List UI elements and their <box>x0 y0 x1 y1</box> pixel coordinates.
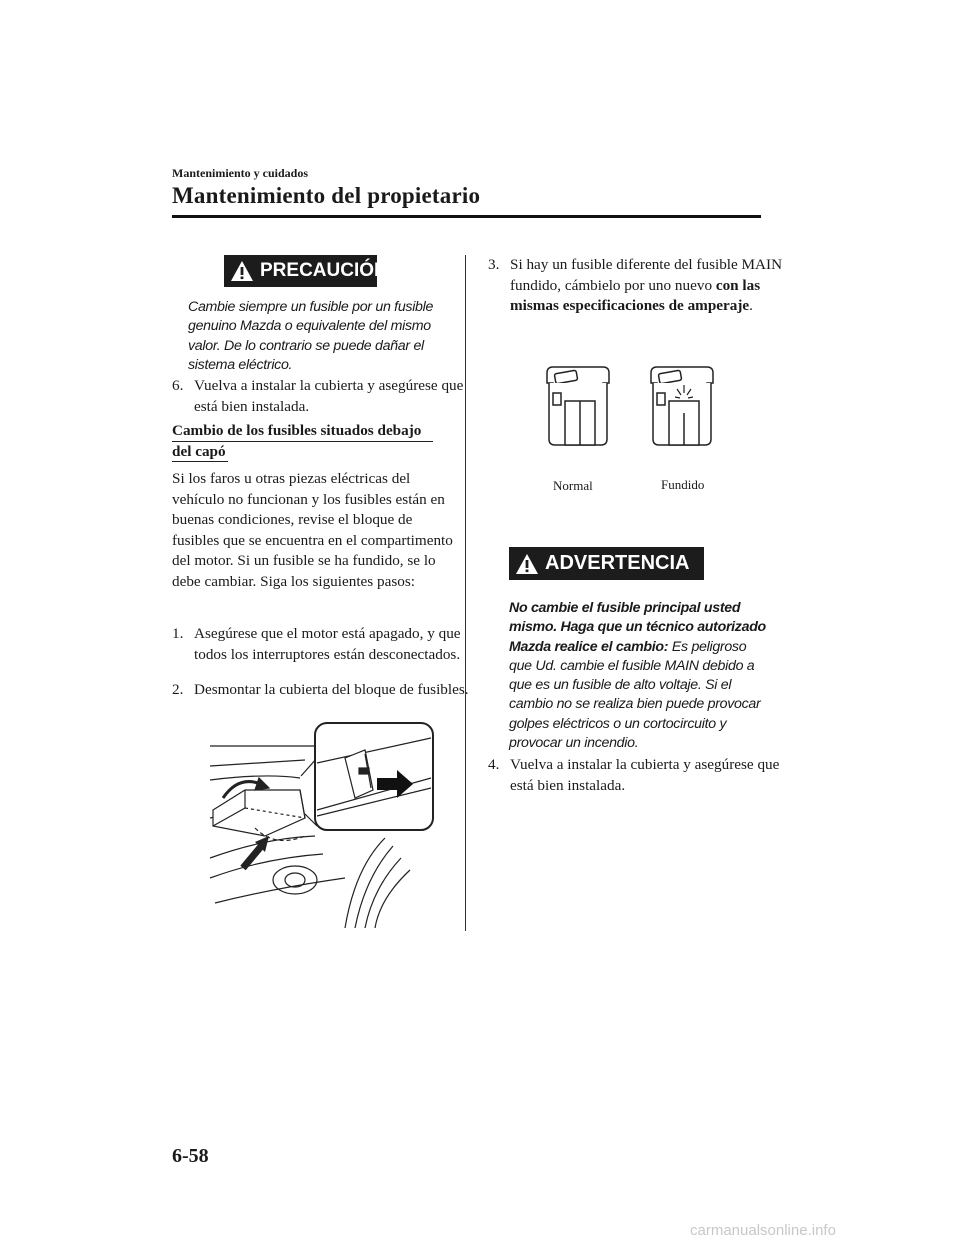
subheading-underline <box>172 441 433 442</box>
page-number: 6-58 <box>172 1145 209 1167</box>
warning-text <box>509 599 769 753</box>
step-text-end: . <box>749 297 753 314</box>
step-text: Si hay un fusible diferente del fusible MAIN fundido, cámbielo por uno nuevo <box>510 256 783 294</box>
step-6 <box>172 376 479 417</box>
subheading-underline <box>172 461 228 462</box>
step-text-bold: con las mismas especificaciones de amperaje <box>510 276 761 314</box>
step-text: Desmontar la cubierta del bloque de fusibles. <box>194 681 469 698</box>
caution-text: Cambie siempre un fusible por un fusible genuino Mazda o equivalente del mismo valor. De lo contrario se puede dañar el sistema eléctrico. <box>188 299 434 373</box>
warning-bold-text: No cambie el fusible principal usted mismo. Haga que un técnico autorizado Mazda realice el cambio: <box>509 600 766 655</box>
step-text: Asegúrese que el motor está apagado, y que todos los interruptores están desconectados. <box>194 625 461 663</box>
step-number: 3. <box>488 256 500 273</box>
warning-triangle-icon <box>230 260 254 282</box>
warning-body-text: Es peligroso que Ud. cambie el fusible MAIN debido a que es un fusible de alto voltaje. Si el cambio no se realiza bien puede provocar golpes eléctricos o un cortocircuito y provocar un incendio. <box>509 638 761 752</box>
fuse-block-cover-illustration <box>205 718 437 928</box>
page-title: Mantenimiento del propietario <box>172 183 481 208</box>
step-3 <box>488 255 785 317</box>
step-number: 6. <box>172 377 184 394</box>
step-1 <box>172 624 479 665</box>
step-2 <box>172 680 479 701</box>
header-rule <box>172 215 761 218</box>
fuse-blown-label: Fundido <box>661 477 705 492</box>
subheading: Cambio de los fusibles situados debajo del capó <box>172 422 422 460</box>
column-divider <box>465 255 466 931</box>
caution-label: PRECAUCIÓN <box>260 260 388 281</box>
step-4 <box>488 755 785 796</box>
step-number: 4. <box>488 756 500 773</box>
watermark: carmanualsonline.info <box>690 1222 836 1239</box>
intro-paragraph: Si los faros u otras piezas eléctricas del vehículo no funcionan y los fusibles están en buenas condiciones, revise el bloque de fusibles que se encuentra en el compartimento del motor. Si un fusible se ha fundido, se lo debe cambiar. Siga los siguientes pasos: <box>172 470 453 590</box>
warning-triangle-icon <box>515 553 539 575</box>
fuse-blown-icon <box>647 363 717 449</box>
step-text: Vuelva a instalar la cubierta y asegúrese que está bien instalada. <box>194 377 464 415</box>
step-text: Vuelva a instalar la cubierta y asegúrese que está bien instalada. <box>510 756 780 794</box>
warning-label: ADVERTENCIA <box>545 552 690 574</box>
caution-badge <box>224 255 388 287</box>
step-number: 2. <box>172 681 184 698</box>
warning-badge <box>509 547 704 580</box>
fuse-normal-icon <box>543 363 613 449</box>
fuse-normal-label: Normal <box>553 478 593 493</box>
step-number: 1. <box>172 625 184 642</box>
section-label: Mantenimiento y cuidados <box>172 166 309 180</box>
